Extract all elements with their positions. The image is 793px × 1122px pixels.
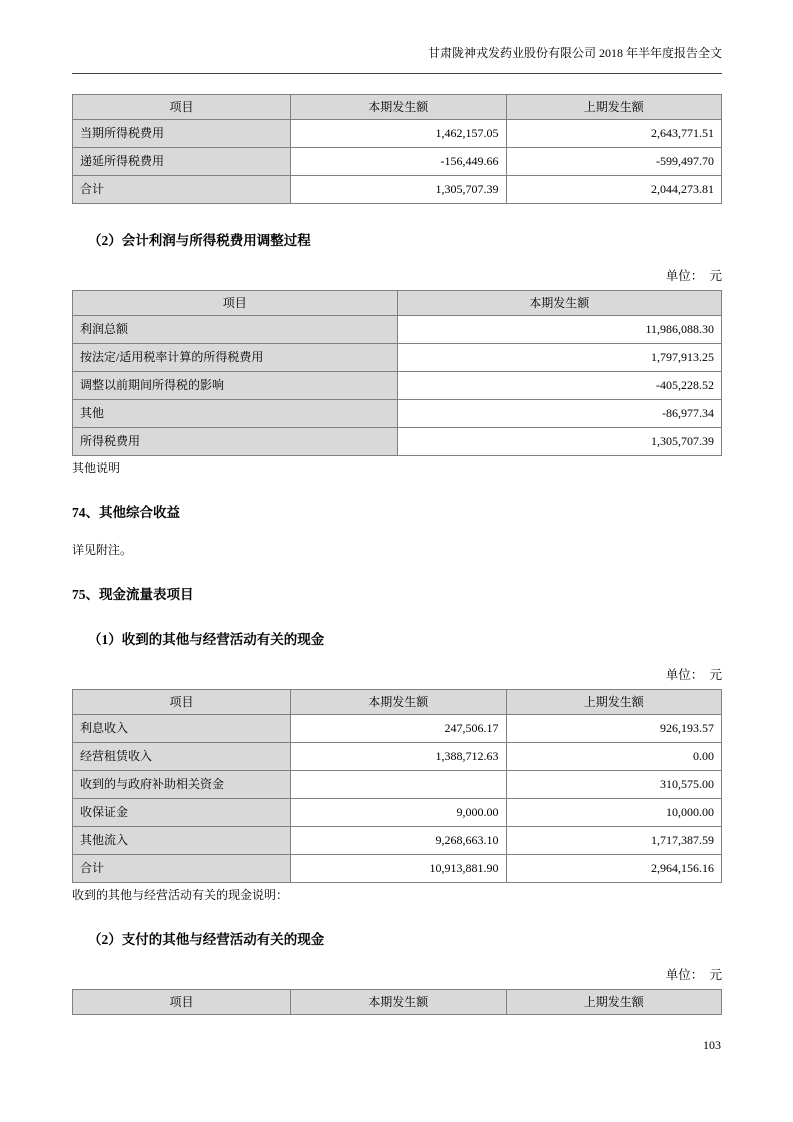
cell-value bbox=[291, 771, 506, 799]
cell-value: 2,643,771.51 bbox=[506, 120, 721, 148]
unit-label: 单位： 元 bbox=[665, 269, 722, 283]
unit-label: 单位： 元 bbox=[665, 668, 722, 682]
row-label: 递延所得税费用 bbox=[73, 148, 291, 176]
column-header: 上期发生额 bbox=[506, 990, 721, 1015]
table-header-row bbox=[73, 690, 722, 715]
table-row bbox=[73, 148, 722, 176]
row-label: 经营租赁收入 bbox=[73, 743, 291, 771]
column-header: 上期发生额 bbox=[506, 690, 721, 715]
cell-value: 1,462,157.05 bbox=[291, 120, 506, 148]
document-header: 甘肃陇神戎发药业股份有限公司 2018 年半年度报告全文 bbox=[72, 46, 722, 74]
section-heading-74: 74、其他综合收益 bbox=[72, 505, 180, 520]
cash-received-note: 收到的其他与经营活动有关的现金说明： bbox=[72, 888, 289, 902]
table-row bbox=[73, 316, 722, 344]
table-row bbox=[73, 400, 722, 428]
table-row bbox=[73, 120, 722, 148]
table-row bbox=[73, 715, 722, 743]
cell-value: 1,388,712.63 bbox=[291, 743, 506, 771]
cell-value: 1,797,913.25 bbox=[397, 344, 722, 372]
row-label: 利润总额 bbox=[73, 316, 398, 344]
table-row bbox=[73, 855, 722, 883]
column-header: 本期发生额 bbox=[397, 291, 722, 316]
table-row bbox=[73, 743, 722, 771]
table-row bbox=[73, 344, 722, 372]
cell-value: 2,044,273.81 bbox=[506, 176, 721, 204]
table-header-row bbox=[73, 291, 722, 316]
cash-received-table bbox=[72, 689, 722, 883]
table-header-row bbox=[73, 990, 722, 1015]
cell-value: 9,268,663.10 bbox=[291, 827, 506, 855]
cell-value: -599,497.70 bbox=[506, 148, 721, 176]
other-note: 其他说明 bbox=[72, 461, 121, 475]
row-label: 按法定/适用税率计算的所得税费用 bbox=[73, 344, 398, 372]
page-number: 103 bbox=[703, 1038, 721, 1052]
cell-value: 1,305,707.39 bbox=[397, 428, 722, 456]
cell-value: 1,305,707.39 bbox=[291, 176, 506, 204]
section-heading-adjustment: （2）会计利润与所得税费用调整过程 bbox=[88, 233, 311, 248]
row-label: 当期所得税费用 bbox=[73, 120, 291, 148]
table-row bbox=[73, 428, 722, 456]
column-header: 项目 bbox=[73, 95, 291, 120]
cell-value: 10,913,881.90 bbox=[291, 855, 506, 883]
subsection-heading-cash-paid: （2）支付的其他与经营活动有关的现金 bbox=[88, 932, 325, 947]
row-label: 其他 bbox=[73, 400, 398, 428]
column-header: 本期发生额 bbox=[291, 690, 506, 715]
section-heading-75: 75、现金流量表项目 bbox=[72, 587, 194, 602]
table-row bbox=[73, 799, 722, 827]
subsection-heading-cash-received: （1）收到的其他与经营活动有关的现金 bbox=[88, 632, 325, 647]
cell-value: 0.00 bbox=[506, 743, 721, 771]
row-label: 收到的与政府补助相关资金 bbox=[73, 771, 291, 799]
cell-value: -156,449.66 bbox=[291, 148, 506, 176]
column-header: 项目 bbox=[73, 990, 291, 1015]
row-label: 合计 bbox=[73, 176, 291, 204]
row-label: 收保证金 bbox=[73, 799, 291, 827]
cell-value: 10,000.00 bbox=[506, 799, 721, 827]
cell-value: -405,228.52 bbox=[397, 372, 722, 400]
cell-value: 247,506.17 bbox=[291, 715, 506, 743]
column-header: 项目 bbox=[73, 690, 291, 715]
row-label: 所得税费用 bbox=[73, 428, 398, 456]
cell-value: -86,977.34 bbox=[397, 400, 722, 428]
unit-label: 单位： 元 bbox=[665, 968, 722, 982]
column-header: 上期发生额 bbox=[506, 95, 721, 120]
tax-adjustment-table bbox=[72, 290, 722, 456]
row-label: 合计 bbox=[73, 855, 291, 883]
table-row bbox=[73, 176, 722, 204]
table-row bbox=[73, 771, 722, 799]
table-row bbox=[73, 827, 722, 855]
column-header: 本期发生额 bbox=[291, 95, 506, 120]
row-label: 利息收入 bbox=[73, 715, 291, 743]
see-notes-text: 详见附注。 bbox=[72, 543, 133, 557]
column-header: 本期发生额 bbox=[291, 990, 506, 1015]
table-header-row bbox=[73, 95, 722, 120]
row-label: 其他流入 bbox=[73, 827, 291, 855]
cell-value: 926,193.57 bbox=[506, 715, 721, 743]
column-header: 项目 bbox=[73, 291, 398, 316]
row-label: 调整以前期间所得税的影响 bbox=[73, 372, 398, 400]
cell-value: 11,986,088.30 bbox=[397, 316, 722, 344]
cash-paid-table bbox=[72, 989, 722, 1015]
table-row bbox=[73, 372, 722, 400]
cell-value: 1,717,387.59 bbox=[506, 827, 721, 855]
cell-value: 9,000.00 bbox=[291, 799, 506, 827]
cell-value: 2,964,156.16 bbox=[506, 855, 721, 883]
cell-value: 310,575.00 bbox=[506, 771, 721, 799]
income-tax-table bbox=[72, 94, 722, 204]
